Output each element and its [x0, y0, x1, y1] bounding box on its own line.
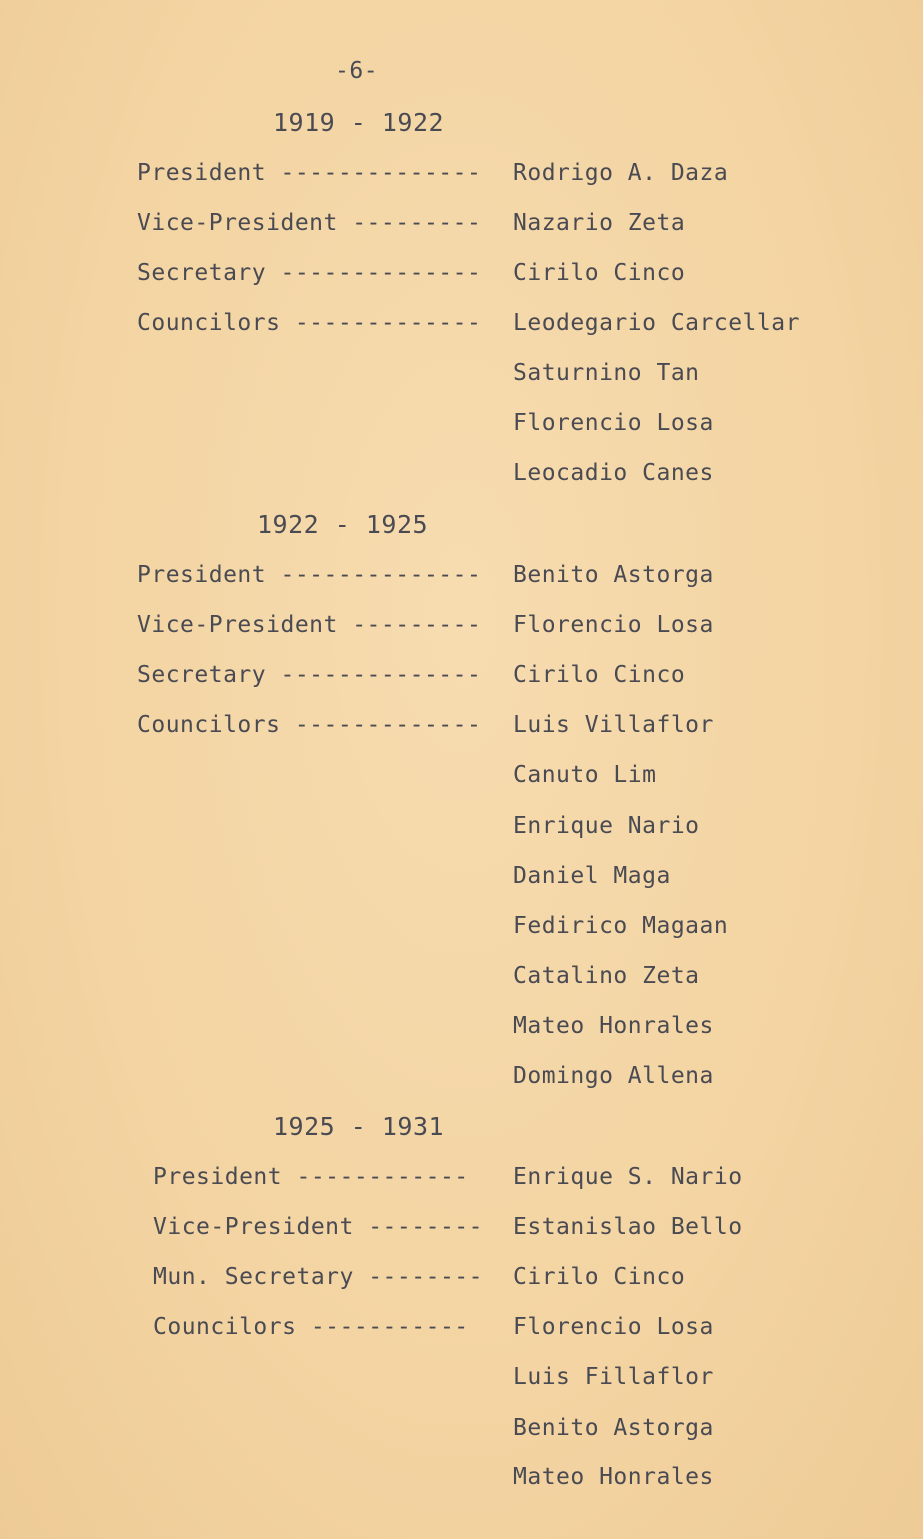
- term-1-years: 1919 - 1922: [273, 108, 445, 137]
- term-3-councilors-label: Councilors -----------: [153, 1314, 469, 1340]
- term-1-vice-president-label: Vice-President ---------: [137, 210, 482, 236]
- term-2-councilor-name: Catalino Zeta: [513, 963, 700, 989]
- term-1-president-label: President --------------: [137, 160, 482, 186]
- term-2-councilor-name: Enrique Nario: [513, 813, 700, 839]
- term-3-president-name: Enrique S. Nario: [513, 1164, 743, 1190]
- term-1-secretary-name: Cirilo Cinco: [513, 260, 686, 286]
- term-3-vice-president-label: Vice-President --------: [153, 1214, 483, 1240]
- page-number: -6-: [335, 58, 379, 84]
- term-2-councilor-name: Domingo Allena: [513, 1063, 714, 1089]
- term-1-councilor-name: Leocadio Canes: [513, 460, 714, 486]
- term-1-vice-president-name: Nazario Zeta: [513, 210, 686, 236]
- term-3-councilor-name: Florencio Losa: [513, 1314, 714, 1340]
- term-2-president-label: President --------------: [137, 562, 482, 588]
- term-2-president-name: Benito Astorga: [513, 562, 714, 588]
- term-2-secretary-label: Secretary --------------: [137, 662, 482, 688]
- term-3-councilor-name: Luis Fillaflor: [513, 1364, 714, 1390]
- term-2-vice-president-label: Vice-President ---------: [137, 612, 482, 638]
- term-1-councilor-name: Florencio Losa: [513, 410, 714, 436]
- term-2-vice-president-name: Florencio Losa: [513, 612, 714, 638]
- term-2-secretary-name: Cirilo Cinco: [513, 662, 686, 688]
- term-2-councilor-name: Daniel Maga: [513, 863, 671, 889]
- term-1-councilor-name: Leodegario Carcellar: [513, 310, 800, 336]
- term-2-councilor-name: Mateo Honrales: [513, 1013, 714, 1039]
- term-1-secretary-label: Secretary --------------: [137, 260, 482, 286]
- term-2-councilors-label: Councilors -------------: [137, 712, 482, 738]
- term-1-president-name: Rodrigo A. Daza: [513, 160, 729, 186]
- term-2-councilor-name: Canuto Lim: [513, 762, 657, 788]
- term-1-councilors-label: Councilors -------------: [137, 310, 482, 336]
- term-3-president-label: President ------------: [153, 1164, 469, 1190]
- term-3-vice-president-name: Estanislao Bello: [513, 1214, 743, 1240]
- term-2-councilor-name: Fedirico Magaan: [513, 913, 729, 939]
- term-3-secretary-label: Mun. Secretary --------: [153, 1264, 483, 1290]
- term-1-councilor-name: Saturnino Tan: [513, 360, 700, 386]
- term-2-councilor-name: Luis Villaflor: [513, 712, 714, 738]
- term-3-councilor-name: Mateo Honrales: [513, 1464, 714, 1490]
- term-3-councilor-name: Benito Astorga: [513, 1415, 714, 1441]
- term-3-secretary-name: Cirilo Cinco: [513, 1264, 686, 1290]
- term-2-years: 1922 - 1925: [257, 510, 429, 539]
- term-3-years: 1925 - 1931: [273, 1112, 445, 1141]
